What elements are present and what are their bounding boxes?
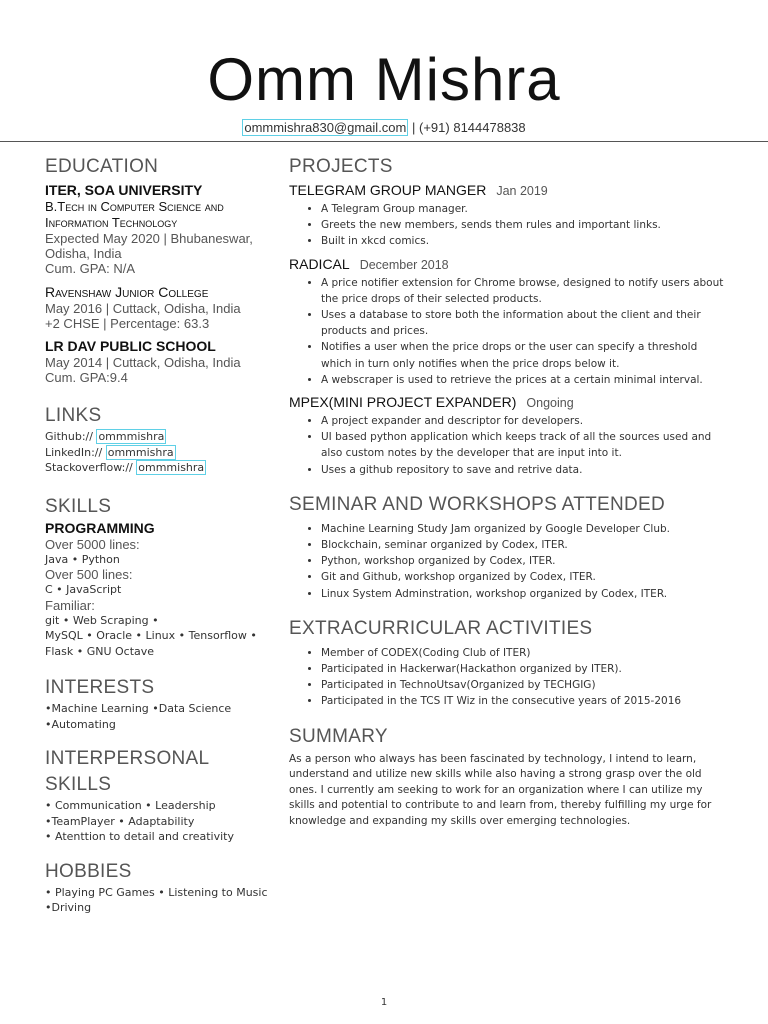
skill-list: C • JavaScript: [45, 583, 122, 596]
seminars-section: [289, 492, 729, 602]
link-label: Stackoverflow://: [45, 461, 133, 474]
project-entry: [289, 182, 729, 250]
skills-section: [45, 494, 277, 660]
school-dates-location: Expected May 2020 | Bhubaneswar, Odisha, India: [45, 231, 253, 261]
list-item: • A Telegram Group manager.: [321, 201, 729, 217]
list-item: • Participated in Hackerwar(Hackathon organized by ITER).: [321, 661, 729, 677]
project-date: Jan 2019: [496, 184, 548, 198]
hobbies-line: •Driving: [45, 901, 92, 914]
contact-line: [0, 120, 768, 135]
school-dates-location: May 2014 | Cuttack, Odisha, India: [45, 355, 241, 370]
education-section: [45, 154, 277, 385]
degree: B.Tech in Computer Science and Information Technology: [45, 199, 224, 230]
list-item: • Built in xkcd comics.: [321, 233, 729, 249]
project-title: RADICAL: [289, 255, 350, 272]
project-bullets: [289, 275, 729, 388]
interests-line: •Machine Learning •Data Science: [45, 702, 232, 715]
section-title: SKILLS: [45, 495, 112, 517]
section-title: PROJECTS: [289, 156, 393, 177]
project-bullets: [289, 201, 729, 250]
list-item: • Git and Github, workshop organized by Codex, ITER.: [321, 569, 729, 585]
seminar-bullets: [289, 521, 729, 602]
extracurricular-bullets: [289, 645, 729, 710]
school-dates-location: May 2016 | Cuttack, Odisha, India: [45, 301, 241, 316]
section-title: SEMINAR AND WORKSHOPS ATTENDED: [289, 493, 666, 515]
list-item: • Member of CODEX(Coding Club of ITER): [321, 645, 729, 661]
hobbies-section: [45, 859, 277, 916]
right-column: [289, 154, 729, 829]
list-item: • Python, workshop organized by Codex, ITER.: [321, 553, 729, 569]
school-gpa: Cum. GPA:9.4: [45, 370, 128, 385]
section-title: HOBBIES: [45, 860, 132, 882]
page-number: 1: [380, 997, 388, 1008]
list-item: • A price notifier extension for Chrome browse, designed to notify users about the price drops of their selected products.: [321, 275, 729, 307]
section-title: EDUCATION: [45, 156, 159, 177]
skill-level: Over 500 lines:: [45, 567, 133, 582]
section-title: LINKS: [45, 405, 102, 426]
summary-section: [289, 724, 729, 830]
linkedin-link[interactable]: ommmishra: [107, 445, 174, 459]
interests-line: •Automating: [45, 717, 116, 731]
school-name: LR DAV PUBLIC SCHOOL: [45, 338, 216, 354]
projects-section: [289, 154, 729, 478]
list-item: • Participated in the TCS IT Wiz in the consecutive years of 2015-2016: [321, 693, 729, 709]
stackoverflow-link[interactable]: ommmishra: [138, 461, 205, 474]
link-row: [45, 429, 277, 445]
skills-subtitle: PROGRAMMING: [45, 519, 155, 536]
school-score: +2 CHSE | Percentage: 63.3: [45, 316, 210, 331]
project-date: Ongoing: [526, 396, 574, 411]
school-name: ITER, SOA UNIVERSITY: [45, 182, 203, 198]
skill-list: Flask • GNU Octave: [45, 644, 155, 658]
link-label: LinkedIn://: [45, 445, 103, 459]
skill-list: Java • Python: [45, 552, 120, 566]
link-label: Github://: [45, 430, 93, 443]
skill-list: git • Web Scraping •: [45, 613, 159, 627]
project-entry: [289, 256, 729, 388]
list-item: • Blockchain, seminar organized by Codex, ITER.: [321, 537, 729, 553]
header-divider: [0, 141, 768, 142]
link-row: [45, 460, 277, 476]
list-item: • A project expander and descriptor for developers.: [321, 413, 729, 429]
skill-list: MySQL • Oracle • Linux • Tensorflow •: [45, 629, 257, 642]
contact-separator: |: [412, 120, 416, 135]
extracurricular-section: [289, 616, 729, 710]
list-item: • Uses a github repository to save and retrive data.: [321, 462, 729, 478]
list-item: • Participated in TechnoUtsav(Organized by TECHGIG): [321, 677, 729, 693]
project-title: MPEX(MINI PROJECT EXPANDER): [289, 394, 517, 411]
list-item: • Greets the new members, sends them rules and important links.: [321, 217, 729, 233]
list-item: • Notifies a user when the price drops or the user can specify a threshold which in turn only notifies when the price drops below it.: [321, 339, 729, 371]
interpersonal-section: [45, 746, 277, 845]
interests-section: [45, 675, 277, 732]
list-item: • Machine Learning Study Jam organized by Google Developer Club.: [321, 521, 729, 537]
project-entry: [289, 394, 729, 478]
interpersonal-line: • Communication • Leadership: [45, 799, 216, 812]
skill-level: Over 5000 lines:: [45, 536, 140, 552]
links-section: [45, 403, 277, 476]
github-link[interactable]: ommmishra: [98, 430, 165, 443]
resume-header: [0, 44, 768, 135]
summary-text: As a person who always has been fascinated by technology, I intend to learn, understand and utilize new skills while also having a strong grasp over the old ones. I currently am seeking to work for an organization where I can utilize my skills and potential to contribute to and learn from, thereby fulfilling my urge for knowledge and expanding my skills over emerging technologies.: [289, 752, 712, 827]
section-title: SUMMARY: [289, 725, 388, 747]
phone-number: (+91) 8144478838: [419, 120, 526, 135]
list-item: • Uses a database to store both the information about the client and their products and prices.: [321, 307, 729, 339]
link-row: [45, 445, 277, 461]
section-title: EXTRACURRICULAR ACTIVITIES: [289, 617, 593, 639]
skill-level: Familiar:: [45, 597, 95, 613]
school-name: Ravenshaw Junior College: [45, 284, 209, 300]
list-item: • UI based python application which keeps track of all the sources used and also custom notes by the developer that are input into it.: [321, 429, 729, 461]
interpersonal-line: • Atenttion to detail and creativity: [45, 830, 234, 843]
candidate-name: Omm Mishra: [207, 46, 561, 113]
project-bullets: [289, 413, 729, 478]
hobbies-line: • Playing PC Games • Listening to Music: [45, 885, 268, 899]
list-item: • A webscraper is used to retrieve the prices at a certain minimal interval.: [321, 372, 729, 388]
interpersonal-line: •TeamPlayer • Adaptability: [45, 814, 195, 828]
project-title: TELEGRAM GROUP MANGER: [289, 182, 487, 198]
section-title: INTERESTS: [45, 677, 155, 698]
section-title: INTERPERSONAL SKILLS: [45, 748, 209, 795]
left-column: [45, 154, 277, 916]
project-date: December 2018: [359, 257, 449, 272]
list-item: • Linux System Adminstration, workshop organized by Codex, ITER.: [321, 586, 729, 602]
email-link[interactable]: ommmishra830@gmail.com: [244, 120, 407, 135]
school-gpa: Cum. GPA: N/A: [45, 261, 136, 276]
